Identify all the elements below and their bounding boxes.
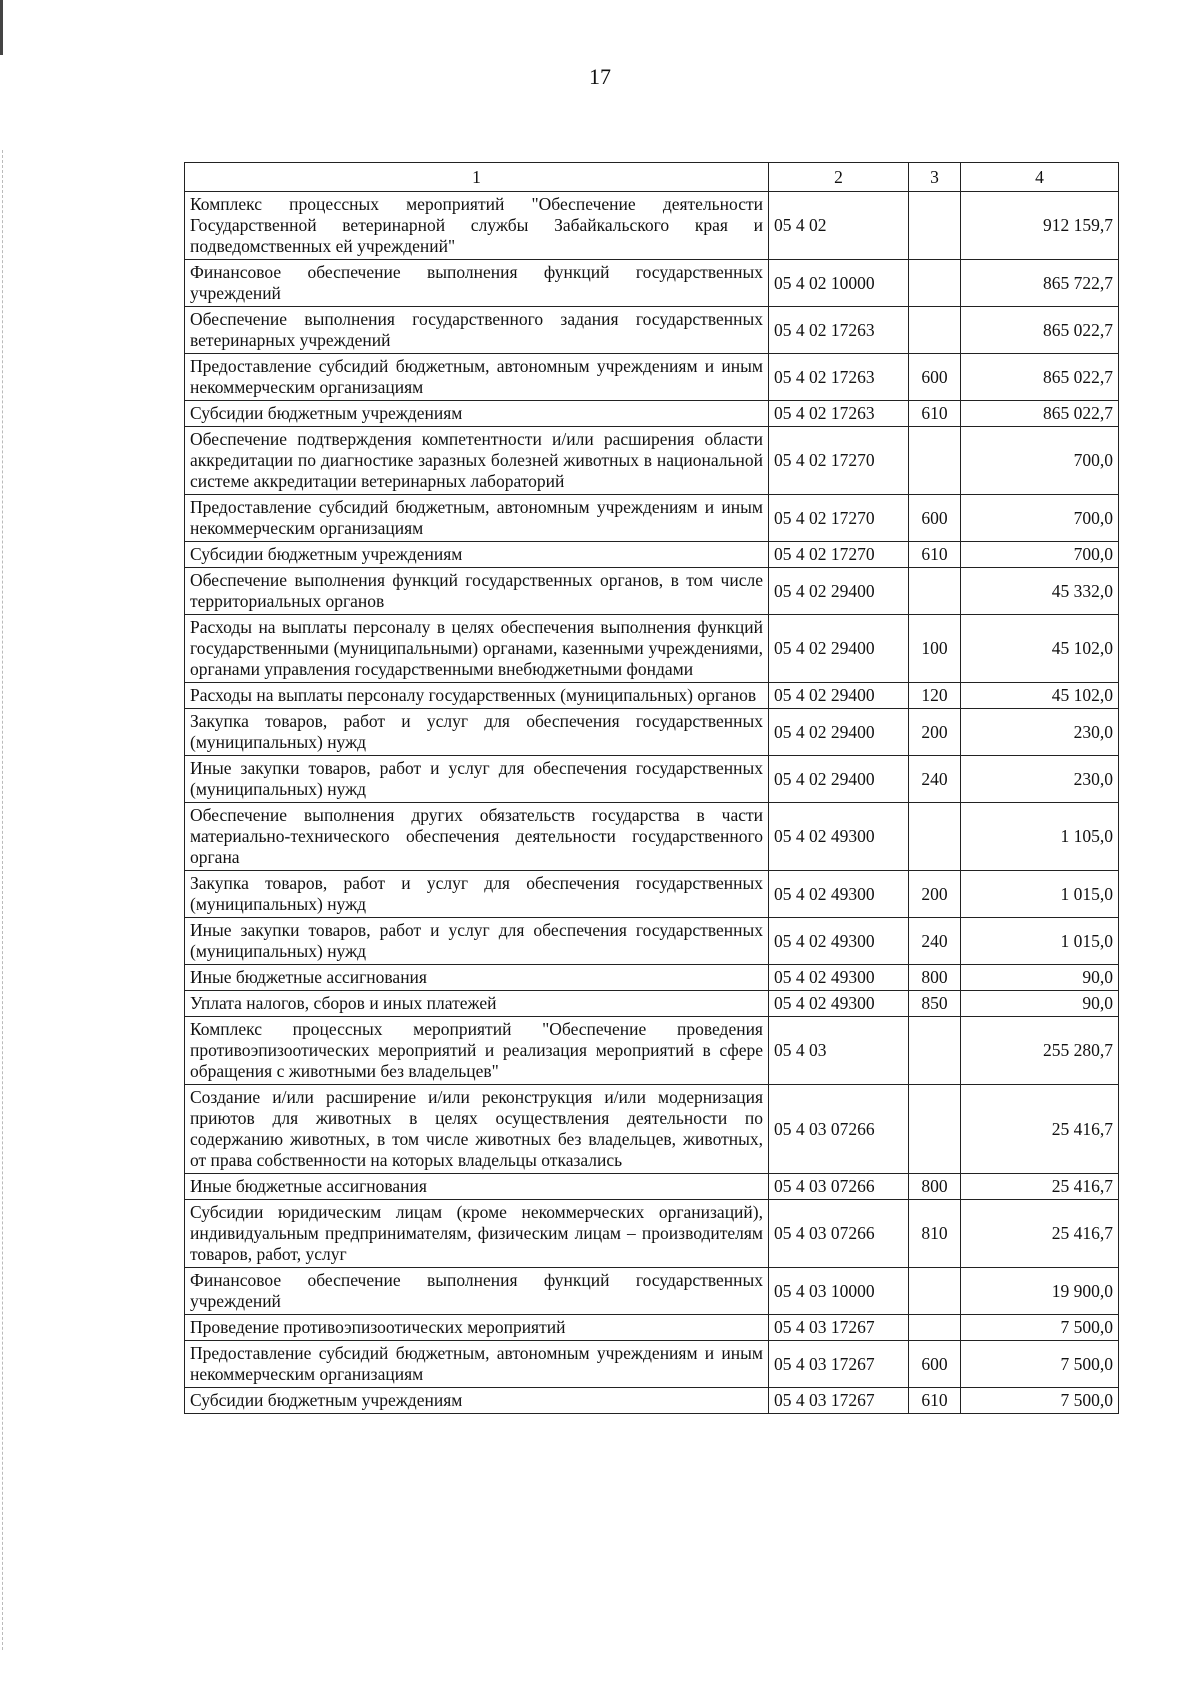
row-type-cell bbox=[909, 260, 961, 307]
row-code-cell: 05 4 02 10000 bbox=[769, 260, 909, 307]
row-type-cell: 810 bbox=[909, 1200, 961, 1268]
row-name-cell: Предоставление субсидий бюджетным, автономным учреждениям и иным некоммерческим организациям bbox=[185, 1341, 769, 1388]
row-name-cell: Субсидии юридическим лицам (кроме некоммерческих организаций), индивидуальным предпринимателям, физическим лицам – производителям товаров, работ, услуг bbox=[185, 1200, 769, 1268]
table-row bbox=[185, 568, 1119, 615]
table-row bbox=[185, 1268, 1119, 1315]
row-code-cell: 05 4 02 29400 bbox=[769, 756, 909, 803]
row-name-cell: Субсидии бюджетным учреждениям bbox=[185, 401, 769, 427]
row-code-cell: 05 4 02 29400 bbox=[769, 709, 909, 756]
row-code-cell: 05 4 02 17263 bbox=[769, 354, 909, 401]
table-row bbox=[185, 756, 1119, 803]
row-sum-cell: 700,0 bbox=[961, 542, 1119, 568]
row-sum-cell: 865 022,7 bbox=[961, 401, 1119, 427]
row-type-cell bbox=[909, 307, 961, 354]
row-name-cell: Расходы на выплаты персоналу государственных (муниципальных) органов bbox=[185, 683, 769, 709]
row-sum-cell: 25 416,7 bbox=[961, 1085, 1119, 1174]
table-body bbox=[185, 192, 1119, 1414]
row-code-cell: 05 4 03 07266 bbox=[769, 1200, 909, 1268]
row-name-cell: Обеспечение подтверждения компетентности и/или расширения области аккредитации по диагностике заразных болезней животных в национальной системе аккредитации ветеринарных лабораторий bbox=[185, 427, 769, 495]
row-sum-cell: 25 416,7 bbox=[961, 1200, 1119, 1268]
row-type-cell: 800 bbox=[909, 965, 961, 991]
row-code-cell: 05 4 02 17270 bbox=[769, 495, 909, 542]
row-code-cell: 05 4 02 49300 bbox=[769, 918, 909, 965]
row-sum-cell: 1 015,0 bbox=[961, 918, 1119, 965]
row-sum-cell: 230,0 bbox=[961, 709, 1119, 756]
page-number: 17 bbox=[589, 64, 611, 89]
row-code-cell: 05 4 03 07266 bbox=[769, 1085, 909, 1174]
row-sum-cell: 912 159,7 bbox=[961, 192, 1119, 260]
row-sum-cell: 45 332,0 bbox=[961, 568, 1119, 615]
row-type-cell: 610 bbox=[909, 401, 961, 427]
row-type-cell bbox=[909, 427, 961, 495]
row-code-cell: 05 4 02 49300 bbox=[769, 803, 909, 871]
row-code-cell: 05 4 02 29400 bbox=[769, 615, 909, 683]
row-sum-cell: 230,0 bbox=[961, 756, 1119, 803]
row-name-cell: Комплекс процессных мероприятий "Обеспечение проведения противоэпизоотических мероприятий и реализация мероприятий в сфере обращения с животными без владельцев" bbox=[185, 1017, 769, 1085]
table-row bbox=[185, 1315, 1119, 1341]
row-name-cell: Уплата налогов, сборов и иных платежей bbox=[185, 991, 769, 1017]
row-code-cell: 05 4 02 49300 bbox=[769, 965, 909, 991]
row-code-cell: 05 4 02 17270 bbox=[769, 542, 909, 568]
row-type-cell: 610 bbox=[909, 542, 961, 568]
row-name-cell: Закупка товаров, работ и услуг для обеспечения государственных (муниципальных) нужд bbox=[185, 871, 769, 918]
row-code-cell: 05 4 02 bbox=[769, 192, 909, 260]
table-row bbox=[185, 918, 1119, 965]
row-sum-cell: 865 022,7 bbox=[961, 307, 1119, 354]
table-row bbox=[185, 1341, 1119, 1388]
row-name-cell: Расходы на выплаты персоналу в целях обеспечения выполнения функций государственными (муниципальными) органами, казенными учреждениями, органами управления государственными внебюджетными фондами bbox=[185, 615, 769, 683]
row-code-cell: 05 4 02 17270 bbox=[769, 427, 909, 495]
row-sum-cell: 865 022,7 bbox=[961, 354, 1119, 401]
row-name-cell: Проведение противоэпизоотических мероприятий bbox=[185, 1315, 769, 1341]
row-type-cell bbox=[909, 1017, 961, 1085]
table-header-row bbox=[185, 163, 1119, 192]
row-code-cell: 05 4 03 17267 bbox=[769, 1341, 909, 1388]
table-row bbox=[185, 192, 1119, 260]
row-sum-cell: 700,0 bbox=[961, 495, 1119, 542]
scan-edge-dots bbox=[2, 150, 4, 1650]
row-sum-cell: 1 015,0 bbox=[961, 871, 1119, 918]
row-sum-cell: 7 500,0 bbox=[961, 1388, 1119, 1414]
table-row bbox=[185, 991, 1119, 1017]
row-type-cell: 240 bbox=[909, 918, 961, 965]
table-row bbox=[185, 615, 1119, 683]
table-row bbox=[185, 803, 1119, 871]
row-type-cell bbox=[909, 1085, 961, 1174]
row-sum-cell: 25 416,7 bbox=[961, 1174, 1119, 1200]
row-type-cell bbox=[909, 1315, 961, 1341]
table-row bbox=[185, 542, 1119, 568]
table-row bbox=[185, 683, 1119, 709]
row-type-cell: 100 bbox=[909, 615, 961, 683]
row-sum-cell: 7 500,0 bbox=[961, 1315, 1119, 1341]
budget-table bbox=[184, 162, 1119, 1414]
row-code-cell: 05 4 02 29400 bbox=[769, 568, 909, 615]
row-type-cell bbox=[909, 1268, 961, 1315]
row-type-cell: 240 bbox=[909, 756, 961, 803]
table-row bbox=[185, 1174, 1119, 1200]
row-code-cell: 05 4 03 17267 bbox=[769, 1315, 909, 1341]
row-sum-cell: 700,0 bbox=[961, 427, 1119, 495]
row-code-cell: 05 4 02 17263 bbox=[769, 307, 909, 354]
table-row bbox=[185, 354, 1119, 401]
row-type-cell: 200 bbox=[909, 709, 961, 756]
table-row bbox=[185, 1200, 1119, 1268]
row-sum-cell: 90,0 bbox=[961, 965, 1119, 991]
table-row bbox=[185, 1085, 1119, 1174]
table-row bbox=[185, 709, 1119, 756]
row-name-cell: Субсидии бюджетным учреждениям bbox=[185, 1388, 769, 1414]
row-code-cell: 05 4 02 29400 bbox=[769, 683, 909, 709]
row-name-cell: Комплекс процессных мероприятий "Обеспечение деятельности Государственной ветеринарной службы Забайкальского края и подведомственных ей учреждений" bbox=[185, 192, 769, 260]
row-sum-cell: 19 900,0 bbox=[961, 1268, 1119, 1315]
row-type-cell: 600 bbox=[909, 1341, 961, 1388]
row-code-cell: 05 4 02 17263 bbox=[769, 401, 909, 427]
row-name-cell: Обеспечение выполнения государственного задания государственных ветеринарных учреждений bbox=[185, 307, 769, 354]
row-name-cell: Иные закупки товаров, работ и услуг для обеспечения государственных (муниципальных) нужд bbox=[185, 918, 769, 965]
table-row bbox=[185, 307, 1119, 354]
header-col-3: 3 bbox=[909, 163, 961, 192]
row-code-cell: 05 4 03 bbox=[769, 1017, 909, 1085]
table-row bbox=[185, 1017, 1119, 1085]
row-name-cell: Финансовое обеспечение выполнения функций государственных учреждений bbox=[185, 1268, 769, 1315]
header-col-1: 1 bbox=[185, 163, 769, 192]
row-name-cell: Закупка товаров, работ и услуг для обеспечения государственных (муниципальных) нужд bbox=[185, 709, 769, 756]
row-type-cell bbox=[909, 192, 961, 260]
row-type-cell: 850 bbox=[909, 991, 961, 1017]
row-code-cell: 05 4 03 17267 bbox=[769, 1388, 909, 1414]
row-type-cell: 800 bbox=[909, 1174, 961, 1200]
row-sum-cell: 7 500,0 bbox=[961, 1341, 1119, 1388]
row-code-cell: 05 4 03 10000 bbox=[769, 1268, 909, 1315]
row-name-cell: Иные бюджетные ассигнования bbox=[185, 1174, 769, 1200]
row-type-cell: 120 bbox=[909, 683, 961, 709]
table-row bbox=[185, 260, 1119, 307]
row-name-cell: Финансовое обеспечение выполнения функций государственных учреждений bbox=[185, 260, 769, 307]
row-type-cell: 600 bbox=[909, 354, 961, 401]
row-name-cell: Обеспечение выполнения функций государственных органов, в том числе территориальных органов bbox=[185, 568, 769, 615]
row-name-cell: Иные бюджетные ассигнования bbox=[185, 965, 769, 991]
row-name-cell: Субсидии бюджетным учреждениям bbox=[185, 542, 769, 568]
row-name-cell: Иные закупки товаров, работ и услуг для обеспечения государственных (муниципальных) нужд bbox=[185, 756, 769, 803]
row-name-cell: Создание и/или расширение и/или реконструкция и/или модернизация приютов для животных в целях осуществления деятельности по содержанию животных, в том числе животных без владельцев, животных, от права собственности на которых владельцы отказались bbox=[185, 1085, 769, 1174]
row-name-cell: Обеспечение выполнения других обязательств государства в части материально-технического обеспечения деятельности государственного органа bbox=[185, 803, 769, 871]
row-type-cell: 600 bbox=[909, 495, 961, 542]
row-sum-cell: 255 280,7 bbox=[961, 1017, 1119, 1085]
row-type-cell: 610 bbox=[909, 1388, 961, 1414]
row-code-cell: 05 4 03 07266 bbox=[769, 1174, 909, 1200]
row-type-cell: 200 bbox=[909, 871, 961, 918]
table-row bbox=[185, 1388, 1119, 1414]
row-sum-cell: 90,0 bbox=[961, 991, 1119, 1017]
row-code-cell: 05 4 02 49300 bbox=[769, 871, 909, 918]
row-sum-cell: 1 105,0 bbox=[961, 803, 1119, 871]
row-name-cell: Предоставление субсидий бюджетным, автономным учреждениям и иным некоммерческим организациям bbox=[185, 354, 769, 401]
table-row bbox=[185, 401, 1119, 427]
table-row bbox=[185, 495, 1119, 542]
header-col-4: 4 bbox=[961, 163, 1119, 192]
row-sum-cell: 865 722,7 bbox=[961, 260, 1119, 307]
row-type-cell bbox=[909, 803, 961, 871]
header-col-2: 2 bbox=[769, 163, 909, 192]
row-sum-cell: 45 102,0 bbox=[961, 683, 1119, 709]
row-name-cell: Предоставление субсидий бюджетным, автономным учреждениям и иным некоммерческим организациям bbox=[185, 495, 769, 542]
table-row bbox=[185, 965, 1119, 991]
row-type-cell bbox=[909, 568, 961, 615]
table-row bbox=[185, 427, 1119, 495]
row-sum-cell: 45 102,0 bbox=[961, 615, 1119, 683]
row-code-cell: 05 4 02 49300 bbox=[769, 991, 909, 1017]
table-row bbox=[185, 871, 1119, 918]
